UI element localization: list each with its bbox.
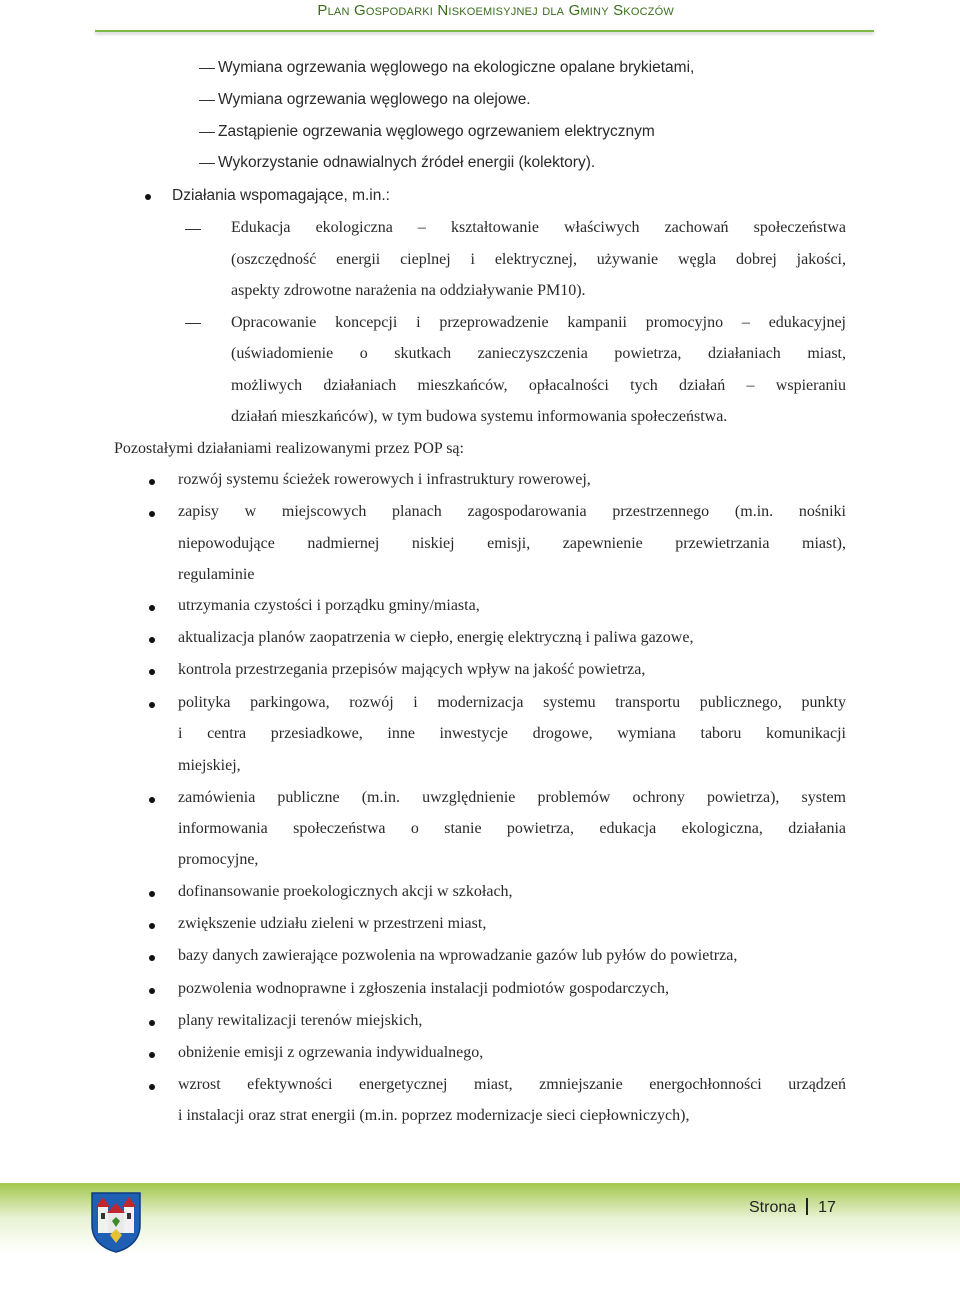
list-item: utrzymania czystości i porządku gminy/miasta, — [178, 597, 480, 614]
list-item: bazy danych zawierające pozwolenia na wprowadzanie gazów lub pyłów do powietrza, — [178, 947, 738, 964]
list-item-line: (oszczędność energii cieplnej i elektrycznej, używanie węgla dobrej jakości, — [231, 251, 846, 268]
page-label: Strona — [749, 1199, 797, 1216]
list-item: Zastąpienie ogrzewania węglowego ogrzewaniem elektrycznym — [218, 123, 655, 140]
municipal-coat-of-arms-icon — [90, 1191, 142, 1253]
list-item-line: miejskiej, — [178, 757, 241, 774]
bullet-icon — [149, 1052, 155, 1058]
page-number-value: 17 — [818, 1199, 836, 1216]
list-item-line: zapisy w miejscowych planach zagospodarowania przestrzennego (m.in. nośniki — [178, 503, 846, 520]
list-item: Wymiana ogrzewania węglowego na olejowe. — [218, 91, 531, 108]
list-item: Wymiana ogrzewania węglowego na ekologiczne opalane brykietami, — [218, 59, 695, 76]
list-item: aktualizacja planów zaopatrzenia w ciepło, energię elektryczną i paliwa gazowe, — [178, 629, 694, 646]
list-item-line: Edukacja ekologiczna – kształtowanie właściwych zachowań społeczeństwa — [231, 219, 846, 236]
dash-icon — [199, 163, 215, 164]
bullet-icon — [149, 1084, 155, 1090]
list-item: dofinansowanie proekologicznych akcji w szkołach, — [178, 883, 513, 900]
dash-icon — [199, 100, 215, 101]
list-item-line: i centra przesiadkowe, inne inwestycje drogowe, wymiana taboru komunikacji — [178, 725, 846, 742]
other-heading: Pozostałymi działaniami realizowanymi przez POP są: — [114, 440, 464, 457]
list-item-line: promocyjne, — [178, 851, 259, 868]
document-title: Plan Gospodarki Niskoemisyjnej dla Gminy Skoczów — [317, 2, 674, 19]
list-item: pozwolenia wodnoprawne i zgłoszenia instalacji podmiotów gospodarczych, — [178, 980, 669, 997]
list-item-line: możliwych działaniach mieszkańców, opłacalności tych działań – wspieraniu — [231, 377, 846, 394]
list-item: plany rewitalizacji terenów miejskich, — [178, 1012, 423, 1029]
bullet-icon — [149, 891, 155, 897]
bullet-icon — [149, 797, 155, 803]
bullet-icon — [149, 511, 155, 517]
bullet-icon — [145, 194, 151, 200]
dash-icon — [185, 229, 201, 230]
list-item: Wykorzystanie odnawialnych źródeł energii (kolektory). — [218, 154, 596, 171]
page-header — [0, 0, 960, 38]
list-item-line: polityka parkingowa, rozwój i modernizacja systemu transportu publicznego, punkty — [178, 694, 846, 711]
page-number — [749, 1198, 836, 1217]
list-item-line: wzrost efektywności energetycznej miast, zmniejszanie energochłonności urządzeń — [178, 1076, 846, 1093]
bullet-icon — [149, 605, 155, 611]
bullet-icon — [149, 988, 155, 994]
list-item: obniżenie emisji z ogrzewania indywidualnego, — [178, 1044, 484, 1061]
list-item-line: regulaminie — [178, 566, 255, 583]
list-item-line: informowania społeczeństwa o stanie powietrza, edukacja ekologiczna, działania — [178, 820, 846, 837]
dash-icon — [199, 132, 215, 133]
bullet-icon — [149, 1020, 155, 1026]
list-item-line: niepowodujące nadmiernej niskiej emisji, zapewnienie przewietrzania miast), — [178, 535, 846, 552]
list-item: zwiększenie udziału zieleni w przestrzeni miast, — [178, 915, 487, 932]
bullet-icon — [149, 479, 155, 485]
list-item-line: Opracowanie koncepcji i przeprowadzenie kampanii promocyjno – edukacyjnej — [231, 314, 846, 331]
bullet-icon — [149, 637, 155, 643]
bullet-icon — [149, 923, 155, 929]
bullet-icon — [149, 955, 155, 961]
header-rule — [95, 30, 874, 32]
bullet-icon — [149, 702, 155, 708]
support-heading: Działania wspomagające, m.in.: — [172, 187, 390, 204]
list-item-line: (uświadomienie o skutkach zanieczyszczenia powietrza, działaniach miast, — [231, 345, 846, 362]
bullet-icon — [149, 669, 155, 675]
list-item: rozwój systemu ścieżek rowerowych i infrastruktury rowerowej, — [178, 471, 591, 488]
list-item: kontrola przestrzegania przepisów mających wpływ na jakość powietrza, — [178, 661, 646, 678]
dash-icon — [185, 323, 201, 324]
list-item-line: zamówienia publiczne (m.in. uwzględnienie problemów ochrony powietrza), system — [178, 789, 846, 806]
dash-icon — [199, 68, 215, 69]
page-separator — [806, 1198, 808, 1215]
list-item-line: aspekty zdrowotne narażenia na oddziaływanie PM10). — [231, 282, 586, 299]
list-item-line: działań mieszkańców), w tym budowa systemu informowania społeczeństwa. — [231, 408, 728, 425]
list-item-line: i instalacji oraz strat energii (m.in. poprzez modernizacje sieci ciepłowniczych), — [178, 1107, 690, 1124]
